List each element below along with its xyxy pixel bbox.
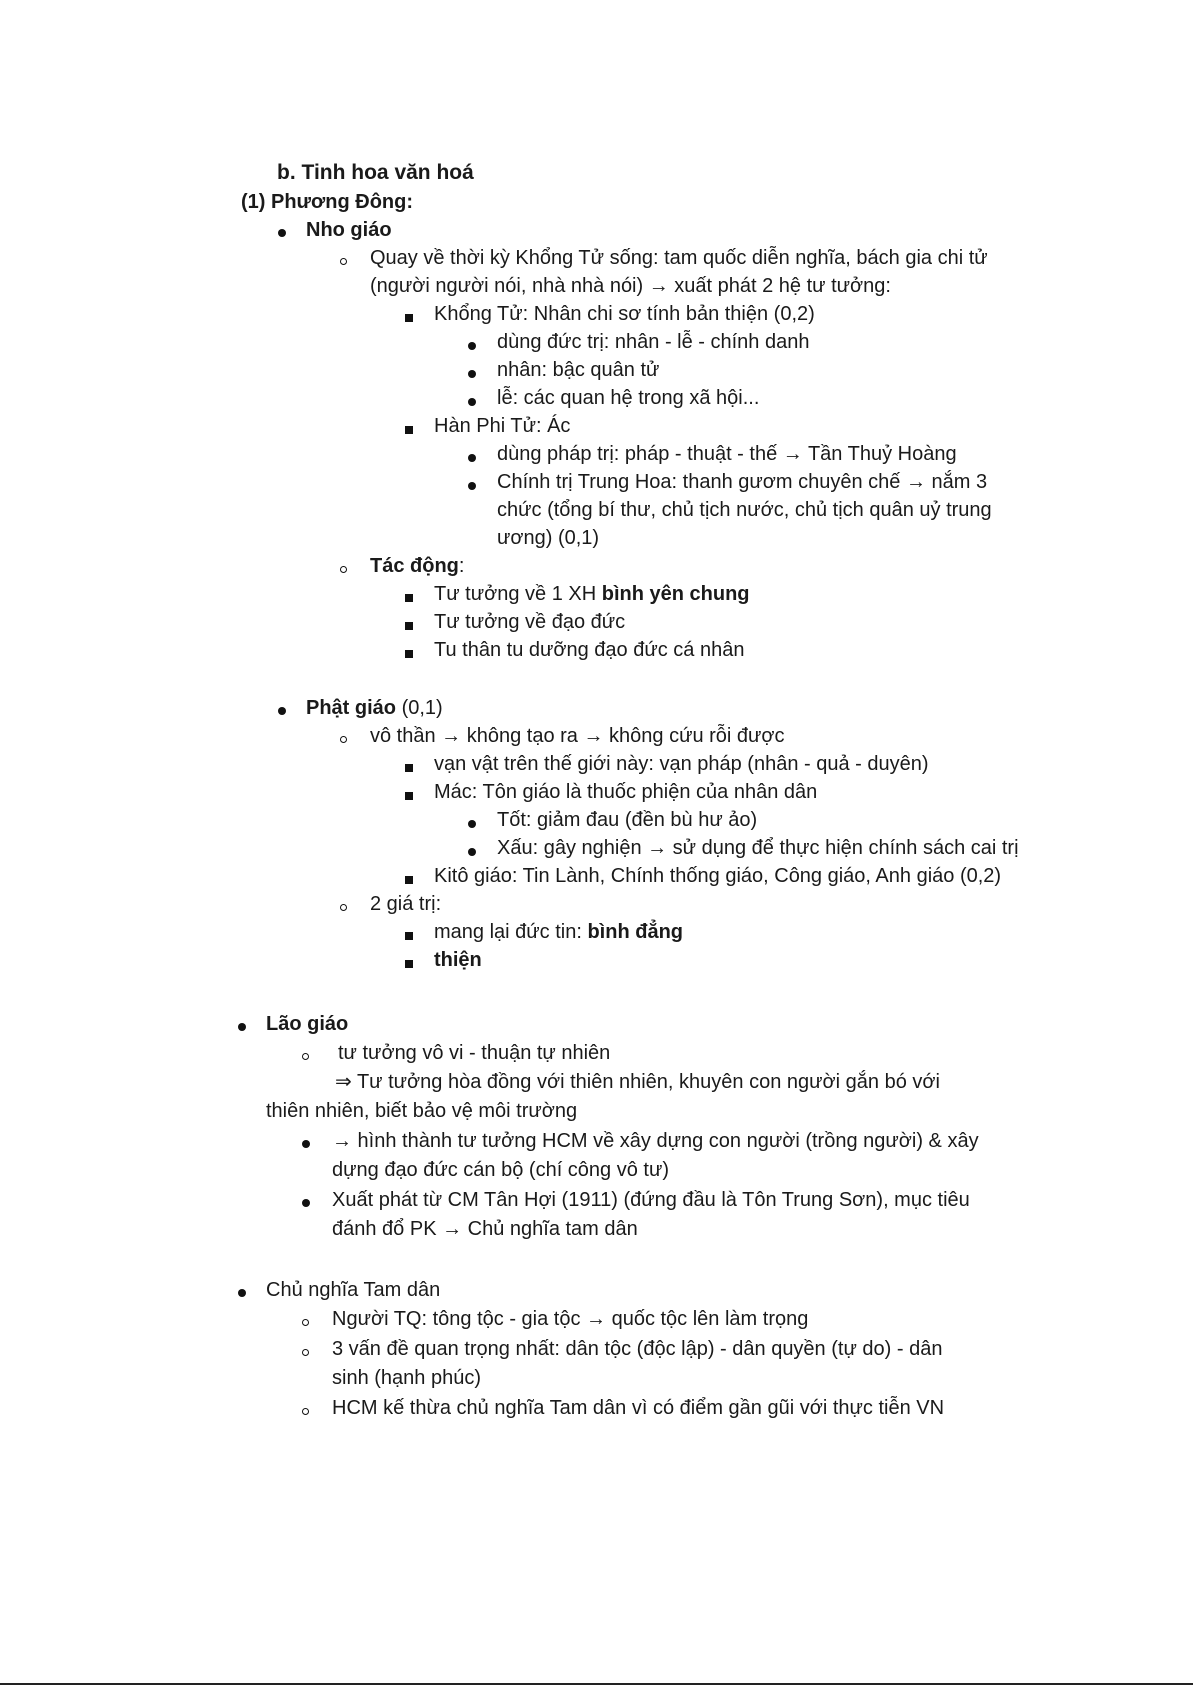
square-bullet [405,426,413,434]
hcm-item-cont: dựng đạo đức cán bộ (chí công vô tư) [332,1159,670,1181]
mac-xau: Xấu: gây nghiện → sử dụng để thực hiện chính sách cai trị [497,837,1019,859]
square-bullet [405,622,413,630]
disc-bullet [238,1289,246,1297]
square-bullet [405,960,413,968]
disc-bullet [278,229,286,237]
circle-bullet [340,566,347,573]
cm-tan-hoi: Xuất phát từ CM Tân Hợi (1911) (đứng đầu là Tôn Trung Sơn), mục tiêu [332,1189,970,1211]
gia-tri-item-bold: bình đẳng [587,921,684,943]
circle-bullet [340,736,347,743]
gia-tri-item-text: mang lại đức tin: [434,921,588,943]
disc-bullet [468,398,476,406]
tam-dan-item: Người TQ: tông tộc - gia tộc → quốc tộc lên làm trọng [332,1308,809,1330]
disc-bullet [302,1140,310,1148]
hoa-dong: ⇒ Tư tưởng hòa đồng với thiên nhiên, khuyên con người gắn bó với [335,1071,940,1093]
square-bullet [405,792,413,800]
han-phi-item: dùng pháp trị: pháp - thuật - thế → Tần Thuỷ Hoàng [497,443,957,465]
cm-tan-hoi-cont: đánh đổ PK → Chủ nghĩa tam dân [332,1218,638,1240]
gia-tri: 2 giá trị: [370,893,442,915]
han-phi-tu: Hàn Phi Tử: Ác [434,415,571,437]
khong-tu: Khổng Tử: Nhân chi sơ tính bản thiện (0,2) [434,303,815,325]
disc-bullet [468,820,476,828]
circle-bullet [302,1349,309,1356]
circle-bullet [302,1053,309,1060]
phat-giao-title [306,694,443,722]
mac: Mác: Tôn giáo là thuốc phiện của nhân dân [434,781,818,803]
disc-bullet [468,370,476,378]
nho-giao-title: Nho giáo [306,219,392,241]
circle-bullet [302,1319,309,1326]
square-bullet [405,876,413,884]
nho-giao-intro-cont: (người người nói, nhà nhà nói) → xuất phát 2 hệ tư tưởng: [370,275,891,297]
circle-bullet [340,258,347,265]
square-bullet [405,594,413,602]
disc-bullet [278,707,286,715]
van-vat: vạn vật trên thế giới này: vạn pháp (nhân - quả - duyên) [434,753,929,775]
circle-bullet [340,904,347,911]
tam-dan-title: Chủ nghĩa Tam dân [266,1279,441,1301]
gia-tri-item [434,918,683,946]
tac-dong-label: Tác động [370,555,459,577]
han-phi-item-cont: ương) (0,1) [497,527,600,549]
tac-dong-colon: : [458,555,465,577]
disc-bullet [302,1199,310,1207]
vo-than: vô thần → không tạo ra → không cứu rỗi được [370,725,785,747]
disc-bullet [468,482,476,490]
disc-bullet [468,454,476,462]
square-bullet [405,650,413,658]
phat-giao-label: Phật giáo [306,697,397,719]
disc-bullet [468,848,476,856]
lao-giao-title: Lão giáo [266,1013,349,1035]
han-phi-item-cont: chức (tổng bí thư, chủ tịch nước, chủ tịch quân uỷ trung [497,499,992,521]
khong-tu-item: lễ: các quan hệ trong xã hội... [497,387,760,409]
square-bullet [405,764,413,772]
mac-tot: Tốt: giảm đau (đền bù hư ảo) [497,809,758,831]
kito-giao: Kitô giáo: Tin Lành, Chính thống giáo, Công giáo, Anh giáo (0,2) [434,865,1002,887]
phat-giao-suffix: (0,1) [396,697,443,719]
tam-dan-item-cont: sinh (hạnh phúc) [332,1367,481,1389]
square-bullet [405,314,413,322]
tac-dong-title [370,552,464,580]
square-bullet [405,932,413,940]
disc-bullet [468,342,476,350]
khong-tu-item: nhân: bậc quân tử [497,359,660,381]
tac-dong-item: Tư tưởng về đạo đức [434,611,626,633]
tac-dong-item-text: Tư tưởng về 1 XH [434,583,602,605]
hoa-dong-cont: thiên nhiên, biết bảo vệ môi trường [266,1100,578,1122]
disc-bullet [238,1023,246,1031]
gia-tri-item: thiện [434,949,482,971]
hcm-item: → hình thành tư tưởng HCM về xây dựng con người (trồng người) & xây [332,1130,979,1152]
tac-dong-item-bold: bình yên chung [601,583,750,605]
section-subheading: (1) Phương Đông: [241,191,414,213]
tac-dong-item: Tu thân tu dưỡng đạo đức cá nhân [434,639,745,661]
tam-dan-item: 3 vấn đề quan trọng nhất: dân tộc (độc lập) - dân quyền (tự do) - dân [332,1338,943,1360]
vo-vi: tư tưởng vô vi - thuận tự nhiên [338,1042,611,1064]
tam-dan-item: HCM kế thừa chủ nghĩa Tam dân vì có điểm gần gũi với thực tiễn VN [332,1397,945,1419]
han-phi-item: Chính trị Trung Hoa: thanh gươm chuyên chế → nắm 3 [497,471,988,493]
nho-giao-intro: Quay về thời kỳ Khổng Tử sống: tam quốc diễn nghĩa, bách gia chi tử [370,247,988,269]
section-heading: b. Tinh hoa văn hoá [277,161,474,184]
tac-dong-item [434,580,750,608]
khong-tu-item: dùng đức trị: nhân - lễ - chính danh [497,331,810,353]
circle-bullet [302,1408,309,1415]
